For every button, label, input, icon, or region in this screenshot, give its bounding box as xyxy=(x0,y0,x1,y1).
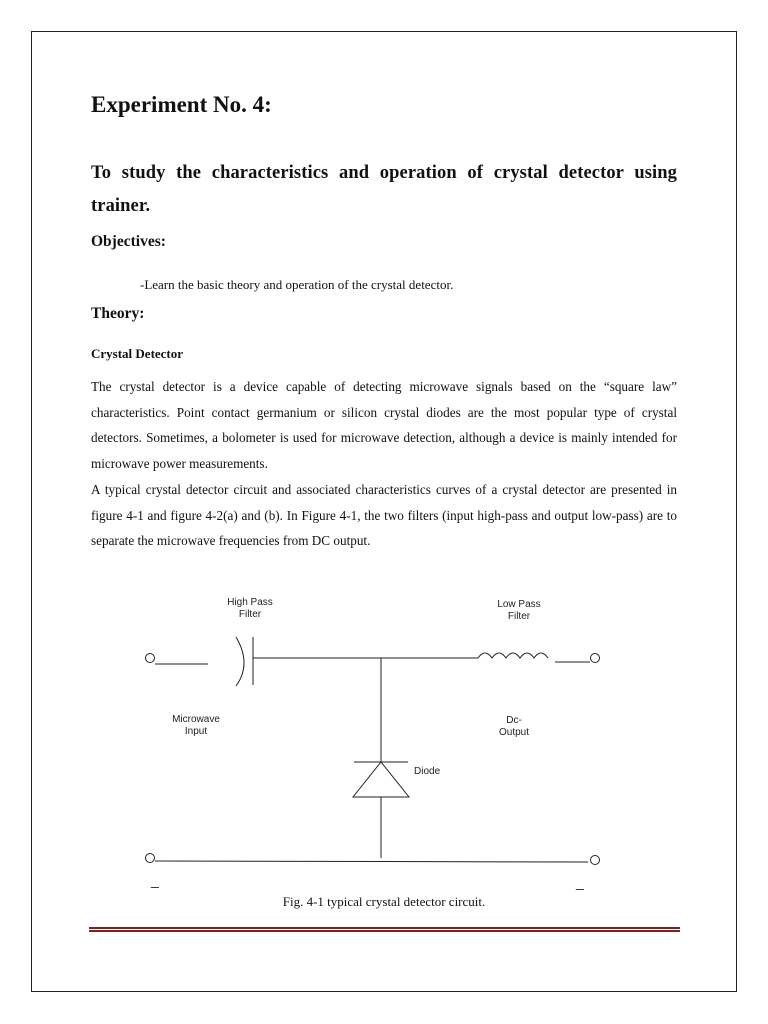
input-terminal-top xyxy=(146,654,155,663)
crystal-detector-circuit-diagram xyxy=(130,585,630,895)
label-dc-1: Dc- xyxy=(506,715,522,726)
document-title: Experiment No. 4: xyxy=(91,92,272,117)
inductor-symbol xyxy=(478,653,548,658)
label-high-pass-2: Filter xyxy=(238,609,262,620)
theory-paragraph-1: The crystal detector is a device capable of detecting microwave signals based on the “square law” characteristics. Point contact germanium or silicon crystal diodes are the most popular type of crystal detectors. Sometimes, a bolometer is used for microwave detection, although a device is mainly intended for microwave power measurements. xyxy=(91,379,677,471)
label-dc-2: Output xyxy=(498,727,530,738)
input-terminal-bottom xyxy=(146,854,155,863)
figure-caption: Fig. 4-1 typical crystal detector circuit. xyxy=(282,894,486,909)
output-terminal-bottom xyxy=(591,856,600,865)
theory-paragraph-2: A typical crystal detector circuit and associated characteristics curves of a crystal detector are presented in figure 4-1 and figure 4-2(a) and (b). In Figure 4-1, the two filters (input high-pass and output low-pass) are to separate the microwave frequencies from DC output. xyxy=(91,482,677,549)
label-minus-right: _ xyxy=(576,874,584,890)
label-low-pass-1: Low Pass xyxy=(497,599,541,610)
objective-item: -Learn the basic theory and operation of the crystal detector. xyxy=(140,277,454,292)
experiment-subtitle: To study the characteristics and operation of crystal detector using trainer. xyxy=(91,163,677,216)
diode-triangle xyxy=(353,762,409,797)
label-low-pass-2: Filter xyxy=(507,611,531,622)
label-microwave-1: Microwave xyxy=(172,714,220,725)
footer-rule xyxy=(89,927,680,932)
output-terminal-top xyxy=(591,654,600,663)
label-diode: Diode xyxy=(414,766,441,777)
objectives-heading: Objectives: xyxy=(91,233,166,250)
capacitor-symbol xyxy=(236,637,244,686)
label-minus-left: _ xyxy=(151,872,159,888)
theory-heading: Theory: xyxy=(91,305,145,322)
label-microwave-2: Input xyxy=(184,726,208,737)
wire-bottom xyxy=(155,861,588,862)
label-high-pass-1: High Pass xyxy=(227,597,273,608)
crystal-detector-subheading: Crystal Detector xyxy=(91,346,184,361)
